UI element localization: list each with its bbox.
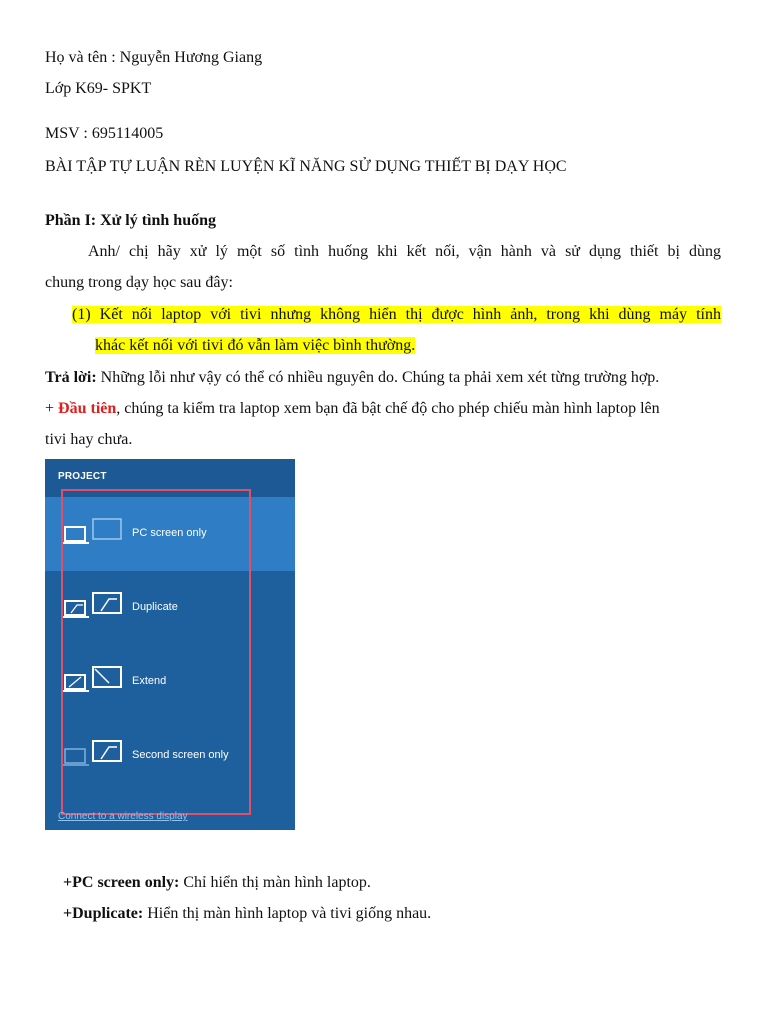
- answer-label: Trả lời:: [45, 369, 97, 386]
- question-1-text-1: (1) Kết nối laptop với tivi nhưng không hiển thị được hình ảnh, trong khi dùng máy tính: [72, 306, 721, 323]
- option-label: Extend: [132, 675, 167, 687]
- note-pc-text: Chỉ hiển thị màn hình laptop.: [179, 874, 371, 891]
- document-title: BÀI TẬP TỰ LUẬN RÈN LUYỆN KĨ NĂNG SỬ DỤNG THIẾT BỊ DẠY HỌC: [45, 158, 567, 175]
- note-pc-screen-only: [63, 873, 371, 893]
- note-dup-text: Hiển thị màn hình laptop và tivi giống nhau.: [143, 905, 432, 922]
- class-line: Lớp K69- SPKT: [45, 80, 152, 97]
- question-1-text-2: khác kết nối với tivi đó vẫn làm việc bình thường.: [95, 337, 416, 354]
- question-1-line-1: [72, 305, 721, 325]
- note-duplicate: [63, 904, 431, 924]
- section-heading: Phần I: Xử lý tình huống: [45, 212, 216, 229]
- first-step-line-2: tivi hay chưa.: [45, 431, 133, 448]
- note-pc-label: +PC screen only:: [63, 874, 180, 891]
- project-panel-title: PROJECT: [58, 471, 107, 482]
- wireless-display-link[interactable]: Connect to a wireless display: [58, 811, 188, 822]
- project-panel: [45, 459, 295, 830]
- msv-line: MSV : 695114005: [45, 125, 164, 142]
- option-label: PC screen only: [132, 527, 207, 539]
- highlight-box: [61, 489, 251, 815]
- intro-line-2: chung trong dạy học sau đây:: [45, 274, 233, 291]
- option-label: Duplicate: [132, 601, 178, 613]
- first-step-prefix: +: [45, 400, 59, 417]
- option-label: Second screen only: [132, 749, 229, 761]
- first-step-line: [45, 399, 660, 419]
- question-1-line-2: [95, 336, 415, 356]
- answer-text: Những lỗi như vậy có thể có nhiều nguyên do. Chúng ta phải xem xét từng trường hợp.: [96, 369, 660, 386]
- first-step-text: , chúng ta kiểm tra laptop xem bạn đã bật chế độ cho phép chiếu màn hình laptop lên: [116, 400, 660, 417]
- answer-line: [45, 368, 659, 388]
- note-dup-label: +Duplicate:: [63, 905, 144, 922]
- first-step-label: Đầu tiên: [58, 400, 117, 417]
- name-line: Họ và tên : Nguyễn Hương Giang: [45, 49, 263, 66]
- intro-line-1: Anh/ chị hãy xử lý một số tình huống khi kết nối, vận hành và sử dụng thiết bị dùng: [88, 243, 721, 260]
